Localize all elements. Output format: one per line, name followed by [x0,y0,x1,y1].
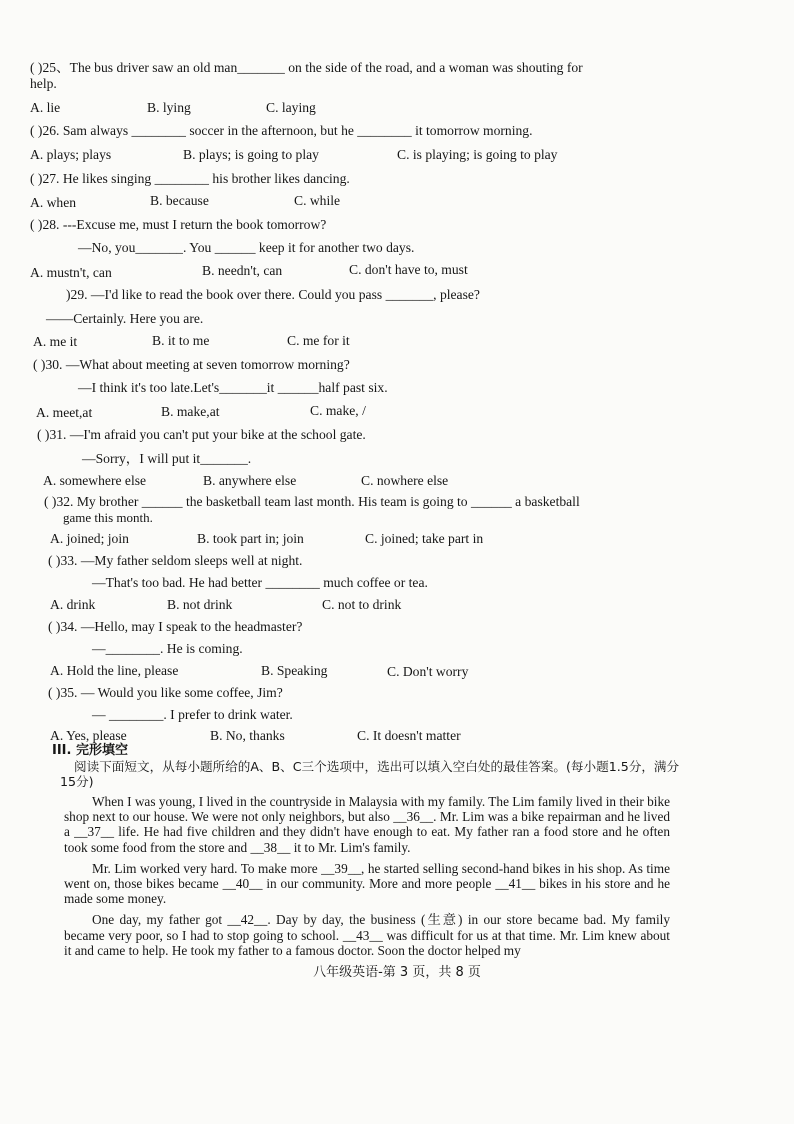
question-33-option-b: B. not drink [167,597,233,612]
question-30-stem-cont: —I think it's too late.Let's_______it ______half past six. [78,380,388,395]
page-footer: 八年级英语-第 3 页，共 8 页 [313,965,481,980]
question-35-stem: ( )35. — Would you like some coffee, Jim? [48,685,283,700]
question-27-option-c: C. while [294,193,341,208]
section-title: III. 完形填空 [52,743,128,758]
passage-paragraph-3: One day, my father got __42__. Day by day, the business (生意) in our store became bad. My family became very poor, so I had to stop going to school. __43__ was difficult for us at that time. Mr. Lim knew about it and came to help. He took my father to a famous doctor. Soon the doctor helped my [64,912,670,958]
cloze-passage [64,794,670,958]
question-29-stem-cont: ——Certainly. Here you are. [46,311,204,326]
question-26-stem: ( )26. Sam always ________ soccer in the afternoon, but he ________ it tomorrow morning. [30,123,533,138]
question-30-stem: ( )30. —What about meeting at seven tomorrow morning? [33,357,350,372]
question-26-option-b: B. plays; is going to play [183,147,319,162]
question-30-option-a: A. meet,at [36,405,93,420]
question-30-option-b: B. make,at [161,404,220,419]
question-33-option-a: A. drink [50,597,96,612]
question-31-stem-cont: —Sorry，I will put it_______. [82,451,252,466]
question-34-option-c: C. Don't worry [387,664,469,679]
question-26-option-a: A. plays; plays [30,147,112,162]
question-27-stem: ( )27. He likes singing ________ his brother likes dancing. [30,171,350,186]
question-33-option-c: C. not to drink [322,597,402,612]
passage-paragraph-2: Mr. Lim worked very hard. To make more __39__, he started selling second-hand bikes in his shop. As time went on, those bikes became __40__ in our community. More and more people __41__ bikes in his store and he made some money. [64,860,670,907]
question-31-option-b: B. anywhere else [203,473,297,488]
question-28-option-c: C. don't have to, must [349,262,468,277]
question-32-stem: ( )32. My brother ______ the basketball team last month. His team is going to ______ a basketball [44,494,580,509]
question-27-option-b: B. because [150,193,209,208]
question-32-stem-cont: game this month. [63,510,153,525]
question-32-option-b: B. took part in; join [197,531,304,546]
question-29-stem: )29. —I'd like to read the book over there. Could you pass _______, please? [66,287,480,302]
question-25-option-a: A. lie [30,100,61,115]
question-34-option-b: B. Speaking [261,663,328,678]
question-28-stem: ( )28. ---Excuse me, must I return the book tomorrow? [30,217,327,232]
question-35-stem-cont: — ________. I prefer to drink water. [92,707,293,722]
question-33-stem-cont: —That's too bad. He had better ________ much coffee or tea. [92,575,428,590]
question-35-option-a: A. Yes, please [50,728,127,743]
question-26-option-c: C. is playing; is going to play [397,147,558,162]
question-25-stem: ( )25、The bus driver saw an old man_______ on the side of the road, and a woman was shouting for [30,60,583,75]
question-29-option-a: A. me it [33,334,78,349]
passage-paragraph-1: When I was young, I lived in the countryside in Malaysia with my family. The Lim family lived in their bike shop next to our house. We were not only neighbors, but also __36__. Mr. Lim was a bike repairman and he lived a __37__ life. He had five children and they didn't have enough to eat. My father ran a food store and he often took some food from the store and __38__ it to Mr. Lim's family. [64,794,670,855]
question-28-option-b: B. needn't, can [202,263,283,278]
question-29-option-b: B. it to me [152,333,210,348]
question-28-stem-cont: —No, you_______. You ______ keep it for another two days. [78,240,415,255]
question-34-option-a: A. Hold the line, please [50,663,179,678]
question-27-option-a: A. when [30,195,77,210]
question-32-option-a: A. joined; join [50,531,129,546]
question-30-option-c: C. make, / [310,403,366,418]
question-34-stem-cont: —________. He is coming. [92,641,243,656]
question-29-option-c: C. me for it [287,333,350,348]
question-35-option-b: B. No, thanks [210,728,285,743]
question-32-option-c: C. joined; take part in [365,531,484,546]
question-25-option-c: C. laying [266,100,316,115]
question-35-option-c: C. It doesn't matter [357,728,461,743]
question-28-option-a: A. mustn't, can [30,265,112,280]
question-33-stem: ( )33. —My father seldom sleeps well at night. [48,553,303,568]
question-25-stem-cont: help. [30,76,57,91]
question-31-option-a: A. somewhere else [43,473,147,488]
question-25-option-b: B. lying [147,100,191,115]
question-31-stem: ( )31. —I'm afraid you can't put your bike at the school gate. [37,427,366,442]
question-31-option-c: C. nowhere else [361,473,449,488]
question-34-stem: ( )34. —Hello, may I speak to the headmaster? [48,619,303,634]
section-instructions: 阅读下面短文，从每小题所给的A、B、C三个选项中，选出可以填入空白处的最佳答案。(每小题1.5分，满分15分) [60,759,680,789]
